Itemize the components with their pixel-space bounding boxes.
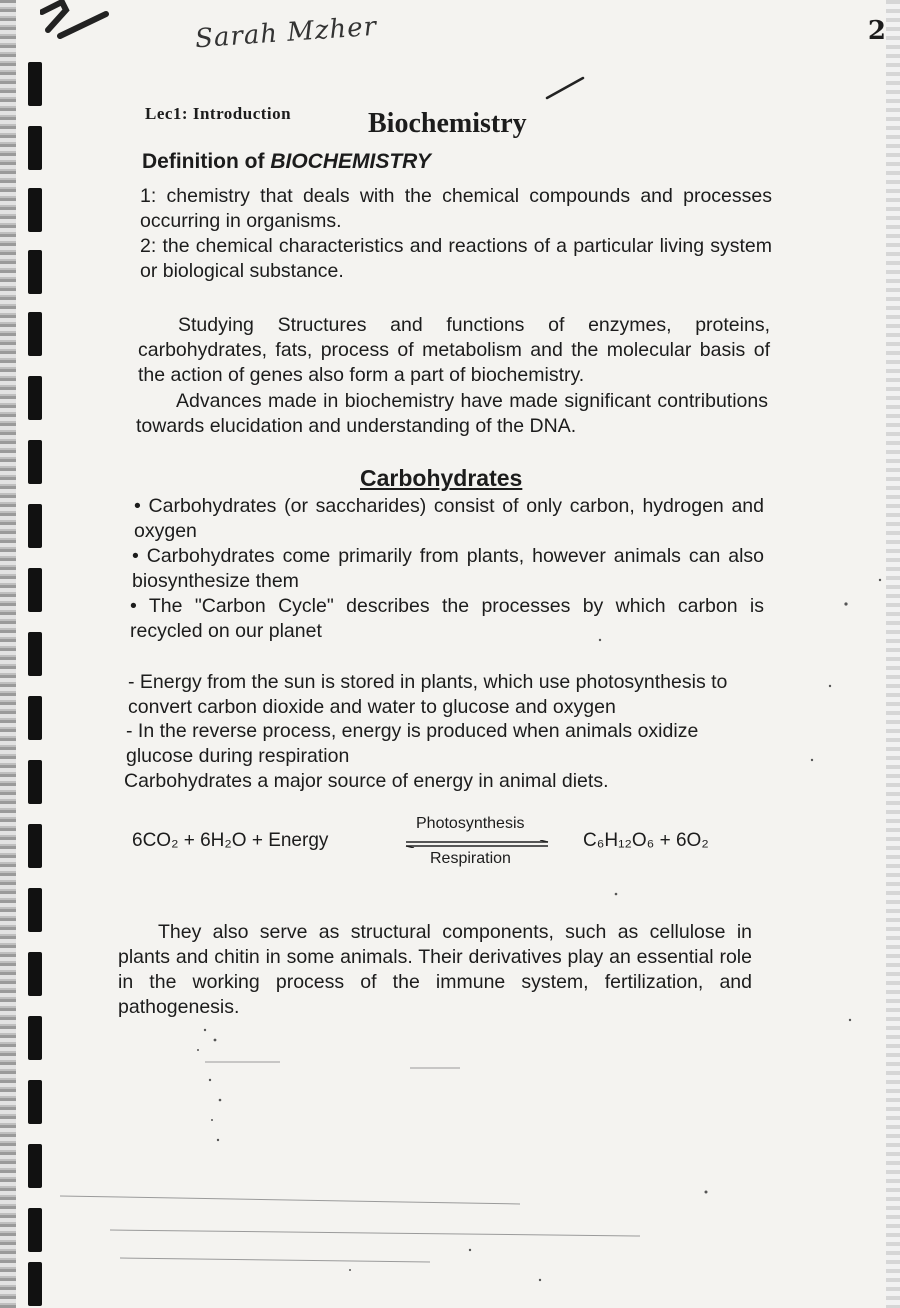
dash-item: - Energy from the sun is stored in plants, which use photosynthesis to convert carbon dioxide and water to glucose and oxygen bbox=[128, 671, 728, 718]
carbohydrates-heading: Carbohydrates bbox=[360, 465, 523, 491]
definition-item-1: 1: chemistry that deals with the chemical compounds and processes occurring in organisms. bbox=[140, 185, 772, 232]
punch-hole bbox=[28, 1080, 42, 1124]
punch-hole bbox=[28, 1208, 42, 1252]
bullet-item: • The "Carbon Cycle" describes the processes by which carbon is recycled on our planet bbox=[130, 595, 764, 642]
punch-hole bbox=[28, 696, 42, 740]
punch-hole bbox=[28, 1262, 42, 1306]
bullet-item: • Carbohydrates (or saccharides) consist of only carbon, hydrogen and oxygen bbox=[134, 495, 764, 542]
punch-hole bbox=[28, 250, 42, 294]
intro-paragraph-2: Advances made in biochemistry have made significant contributions towards elucidation and understanding of the DNA. bbox=[136, 390, 768, 437]
equation-reactants: 6CO₂ + 6H₂O + Energy bbox=[132, 830, 329, 851]
bullet-item: • Carbohydrates come primarily from plants, however animals can also biosynthesize them bbox=[132, 545, 764, 592]
punch-hole bbox=[28, 1016, 42, 1060]
punch-hole bbox=[28, 312, 42, 356]
lecture-label: Lec1: Introduction bbox=[145, 104, 292, 123]
closing-paragraph: They also serve as structural components, such as cellulose in plants and chitin in some animals. Their derivatives play an essential role in the working process of the immune system, fertilization, and pathogenesis. bbox=[118, 921, 752, 1018]
equilibrium-arrow-icon bbox=[404, 840, 550, 848]
dash-item: - In the reverse process, energy is produced when animals oxidize glucose during respiration bbox=[126, 720, 699, 767]
punch-hole bbox=[28, 824, 42, 868]
page-title: Biochemistry bbox=[368, 108, 527, 139]
punch-hole bbox=[28, 62, 42, 106]
punch-hole bbox=[28, 440, 42, 484]
punch-hole bbox=[28, 952, 42, 996]
equation-products: C₆H₁₂O₆ + 6O₂ bbox=[583, 830, 709, 851]
punch-hole bbox=[28, 568, 42, 612]
equation-label-forward: Photosynthesis bbox=[416, 815, 525, 832]
definition-heading-term: BIOCHEMISTRY bbox=[270, 150, 431, 173]
equation-label-reverse: Respiration bbox=[430, 850, 511, 867]
punch-hole bbox=[28, 188, 42, 232]
handwritten-name: Sarah Mzher bbox=[194, 11, 378, 55]
punch-hole bbox=[28, 376, 42, 420]
punch-hole bbox=[28, 888, 42, 932]
punch-hole bbox=[28, 1144, 42, 1188]
punch-hole bbox=[28, 504, 42, 548]
intro-paragraph-1: Studying Structures and functions of enzymes, proteins, carbohydrates, fats, process of metabolism and the molecular basis of the action of genes also form a part of biochemistry. bbox=[138, 314, 770, 386]
summary-line: Carbohydrates a major source of energy in animal diets. bbox=[124, 770, 609, 792]
right-page-edge bbox=[886, 0, 900, 1308]
punch-hole bbox=[28, 126, 42, 170]
punch-hole bbox=[28, 760, 42, 804]
definition-heading bbox=[142, 150, 431, 174]
page-number: 2 bbox=[867, 16, 886, 46]
punch-hole bbox=[28, 632, 42, 676]
binder-edge bbox=[0, 0, 16, 1308]
definition-item-2: 2: the chemical characteristics and reactions of a particular living system or biological substance. bbox=[140, 235, 772, 282]
check-mark-icon bbox=[545, 74, 585, 102]
corner-scribble bbox=[40, 0, 110, 40]
definition-heading-prefix: Definition of bbox=[142, 150, 271, 173]
